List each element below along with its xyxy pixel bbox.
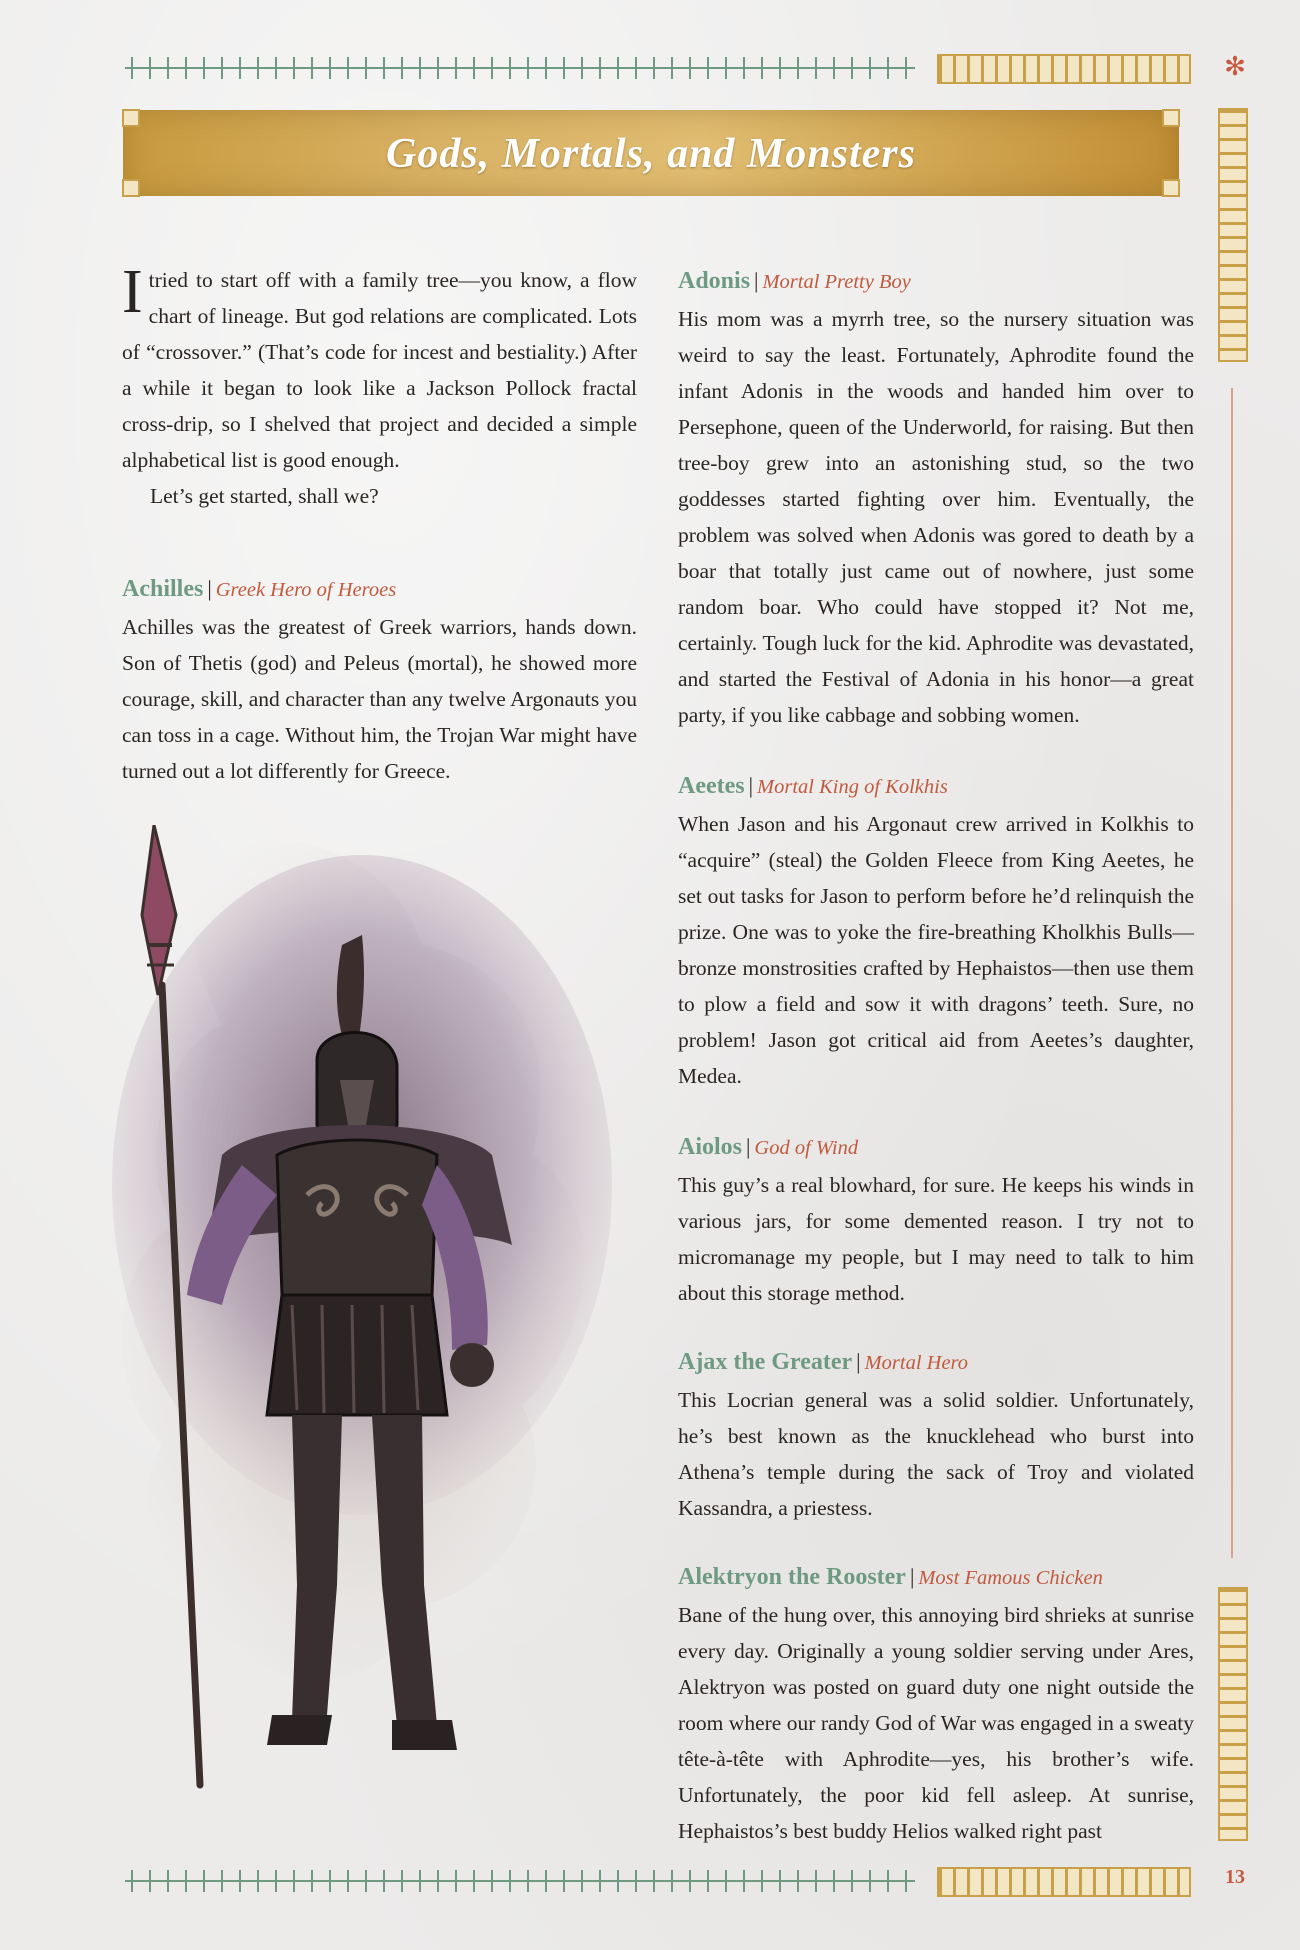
entry-text: This Locrian general was a solid soldier. Unfortunately, he’s best known as the knucklehead who burst into Athena’s temple during the sack of Troy and violated Kassandra, a priestess. (678, 1388, 1194, 1520)
entry-ajax (678, 1343, 1194, 1526)
title-banner (123, 110, 1179, 196)
entry-role: Mortal Pretty Boy (762, 271, 911, 293)
entry-text: This guy’s a real blowhard, for sure. He keeps his winds in various jars, for some demented reason. I try not to micromanage my people, but I may need to talk to him about this storage method. (678, 1173, 1194, 1305)
entry-text: His mom was a myrrh tree, so the nursery situation was weird to say the least. Fortunately, Aphrodite found the infant Adonis in the woods and handed him over to Persephone, queen of the Underworld, for raising. But then tree-boy grew into an astonishing stud, so the two goddesses started fighting over him. Eventually, the problem was solved when Adonis was gored to death by a boar that totally just came out of nowhere, just some random boar. Who could have stopped it? Not me, certainly. Tough luck for the kid. Aphrodite was devastated, and started the Festival of Adonia in his honor—a great party, if you like cabbage and sobbing women. (678, 307, 1194, 727)
bottom-greek-key-border (937, 1867, 1191, 1897)
entry-name: Adonis (678, 268, 751, 294)
entry-heading (678, 1558, 1194, 1597)
banner-corner (1162, 179, 1180, 197)
intro-text: tried to start off with a family tree—you know, a flow chart of lineage. But god relations are complicated. Lots of “crossover.” (That’s code for incest and bestiality.) After a while it began to look like a Jackson Pollock fractal cross-drip, so I shelved that project and decided a simple alphabetical list is good enough. (122, 268, 637, 472)
entry-role: Mortal Hero (864, 1352, 969, 1374)
banner-corner (122, 179, 140, 197)
entry-achilles (122, 570, 637, 789)
right-column (678, 262, 1194, 1849)
entry-heading (678, 262, 1194, 301)
side-divider-line (1231, 388, 1233, 1558)
intro-paragraph (122, 258, 637, 478)
warrior-illustration (92, 825, 632, 1865)
spacer (122, 514, 637, 544)
entry-role: God of Wind (754, 1137, 859, 1159)
entry-name: Aiolos (678, 1134, 743, 1160)
entry-separator: | (207, 576, 212, 601)
entry-role: Mortal King of Kolkhis (757, 776, 948, 798)
entry-adonis (678, 262, 1194, 733)
top-vine-border (125, 57, 915, 79)
entry-heading (122, 570, 637, 609)
bottom-vine-border (125, 1870, 915, 1892)
intro-paragraph-2: Let’s get started, shall we? (150, 484, 379, 508)
entry-text: Bane of the hung over, this annoying bird shrieks at sunrise every day. Originally a young soldier serving under Ares, Alektryon was posted on guard duty one night outside the room where our randy God of War was engaged in a sweaty tête-à-tête with Aphrodite—yes, his brother’s wife. Unfortunately, the poor kid fell asleep. At sunrise, Hephaistos’s best buddy Helios walked right past (678, 1603, 1194, 1843)
entry-alektryon (678, 1558, 1194, 1849)
side-greek-key-lower (1218, 1587, 1248, 1841)
banner-corner (122, 109, 140, 127)
drop-cap: I (122, 258, 143, 326)
entry-separator: | (748, 773, 754, 798)
flower-ornament-icon: ✻ (1224, 52, 1246, 81)
entry-heading (678, 1343, 1194, 1382)
entry-role: Most Famous Chicken (918, 1567, 1103, 1589)
page-number: 13 (1225, 1866, 1245, 1888)
left-column (122, 258, 637, 789)
entry-name: Ajax the Greater (678, 1349, 853, 1375)
entry-text: When Jason and his Argonaut crew arrived in Kolkhis to “acquire” (steal) the Golden Fleece from King Aeetes, he set out tasks for Jason to perform before he’d relinquish the prize. One was to yoke the fire-breathing Kholkhis Bulls—bronze monstrosities crafted by Hephaistos—then use them to plow a field and sow it with dragons’ teeth. Sure, no problem! Jason got critical aid from Aeetes’s daughter, Medea. (678, 812, 1194, 1088)
entry-separator: | (856, 1349, 861, 1374)
entry-name: Alektryon the Rooster (678, 1564, 906, 1590)
entry-heading (678, 1128, 1194, 1167)
page-title: Gods, Mortals, and Monsters (386, 131, 916, 177)
top-greek-key-border (937, 54, 1191, 84)
entry-aeetes (678, 767, 1194, 1094)
entry-aiolos (678, 1128, 1194, 1311)
entry-name: Achilles (122, 576, 204, 602)
entry-separator: | (754, 268, 759, 293)
entry-name: Aeetes (678, 773, 745, 799)
entry-text: Achilles was the greatest of Greek warriors, hands down. Son of Thetis (god) and Peleus (mortal), he showed more courage, skill, and character than any twelve Argonauts you can toss in a cage. Without him, the Trojan War might have turned out a lot differently for Greece. (122, 615, 637, 783)
banner-corner (1162, 109, 1180, 127)
side-greek-key-upper (1218, 108, 1248, 362)
entry-separator: | (746, 1134, 751, 1159)
entry-separator: | (909, 1564, 915, 1589)
entry-role: Greek Hero of Heroes (215, 579, 397, 601)
entry-heading (678, 767, 1194, 806)
